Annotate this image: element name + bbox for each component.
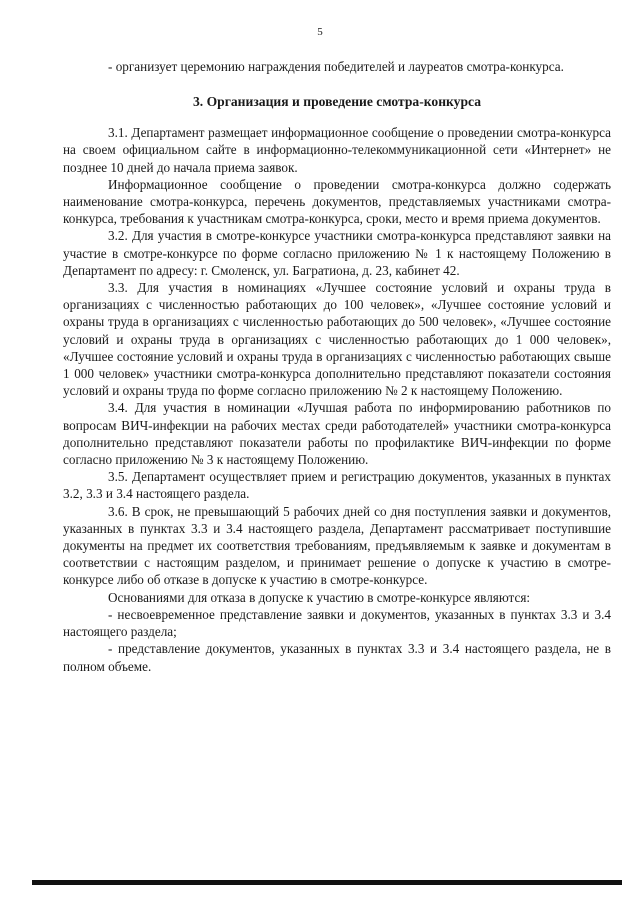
paragraph-3-5: 3.5. Департамент осуществляет прием и регистрацию документов, указанных в пунктах 3.2, 3.3 и 3.4 настоящего раздела. [63, 469, 611, 502]
paragraph-3-2: 3.2. Для участия в смотре-конкурсе участники смотра-конкурса представляют заявки на участие в смотре-конкурсе по форме согласно приложению № 1 к настоящему Положению в Департамент по адресу: г. Смоленск, ул. Багратиона, д. 23, кабинет 42. [63, 228, 611, 278]
section-heading: 3. Организация и проведение смотра-конкурса [192, 94, 482, 110]
paragraph-3-6: 3.6. В срок, не превышающий 5 рабочих дней со дня поступления заявки и документов, указанных в пунктах 3.3 и 3.4 настоящего раздела, Департамент рассматривает поступившие документы на предмет их соответствия требованиям, предъявляемым к заявке и документам в соответствии с настоящим разделом, и принимает решение о допуске к участию в смотре-конкурсе либо об отказе в допуске к участию в смотре-конкурсе. [63, 503, 611, 588]
list-item-late-submission: - несвоевременное представление заявки и документов, указанных в пунктах 3.3 и 3.4 настоящего раздела; [63, 606, 611, 640]
paragraph-3-3: 3.3. Для участия в номинациях «Лучшее состояние условий и охраны труда в организациях с численностью работающих до 100 человек», «Лучшее состояние условий и охраны труда в организациях с численностью работающих до 500 человек», «Лучшее состояние условий и охраны труда в организациях с численностью работающих до 1 000 человек», «Лучшее состояние условий и охраны труда в организациях с численностью работающих свыше 1 000 человек» участники смотра-конкурса дополнительно представляют показатели состояния условий и охраны труда по форме согласно приложению № 2 к настоящему Положению. [63, 280, 611, 399]
paragraph-ceremony: - организует церемонию награждения победителей и лауреатов смотра-конкурса. [108, 59, 564, 74]
document-body [63, 58, 611, 675]
paragraph-3-1: 3.1. Департамент размещает информационное сообщение о проведении смотра-конкурса на своем официальном сайте в информационно-телекоммуникационной сети «Интернет» не позднее 10 дней до начала приема заявок. [63, 125, 611, 175]
page-number: 5 [317, 26, 323, 38]
paragraph-info-message: Информационное сообщение о проведении смотра-конкурса должно содержать наименование смотра-конкурса, перечень документов, представляемых участниками смотра-конкурса, требования к участникам смотра-конкурса, сроки, место и время приема документов. [63, 176, 611, 227]
list-item-incomplete-documents: - представление документов, указанных в пунктах 3.3 и 3.4 настоящего раздела, не в полном объеме. [63, 641, 611, 674]
paragraph-3-4: 3.4. Для участия в номинации «Лучшая работа по информированию работников по вопросам ВИЧ-инфекции на рабочих местах среди работодателей» участники смотра-конкурса дополнительно представляют показатели работы по профилактике ВИЧ-инфекции по форме согласно приложению № 3 к настоящему Положению. [63, 400, 611, 468]
bottom-rule [32, 880, 622, 885]
paragraph-refusal-grounds: Основаниями для отказа в допуске к участию в смотре-конкурсе являются: [108, 589, 531, 605]
